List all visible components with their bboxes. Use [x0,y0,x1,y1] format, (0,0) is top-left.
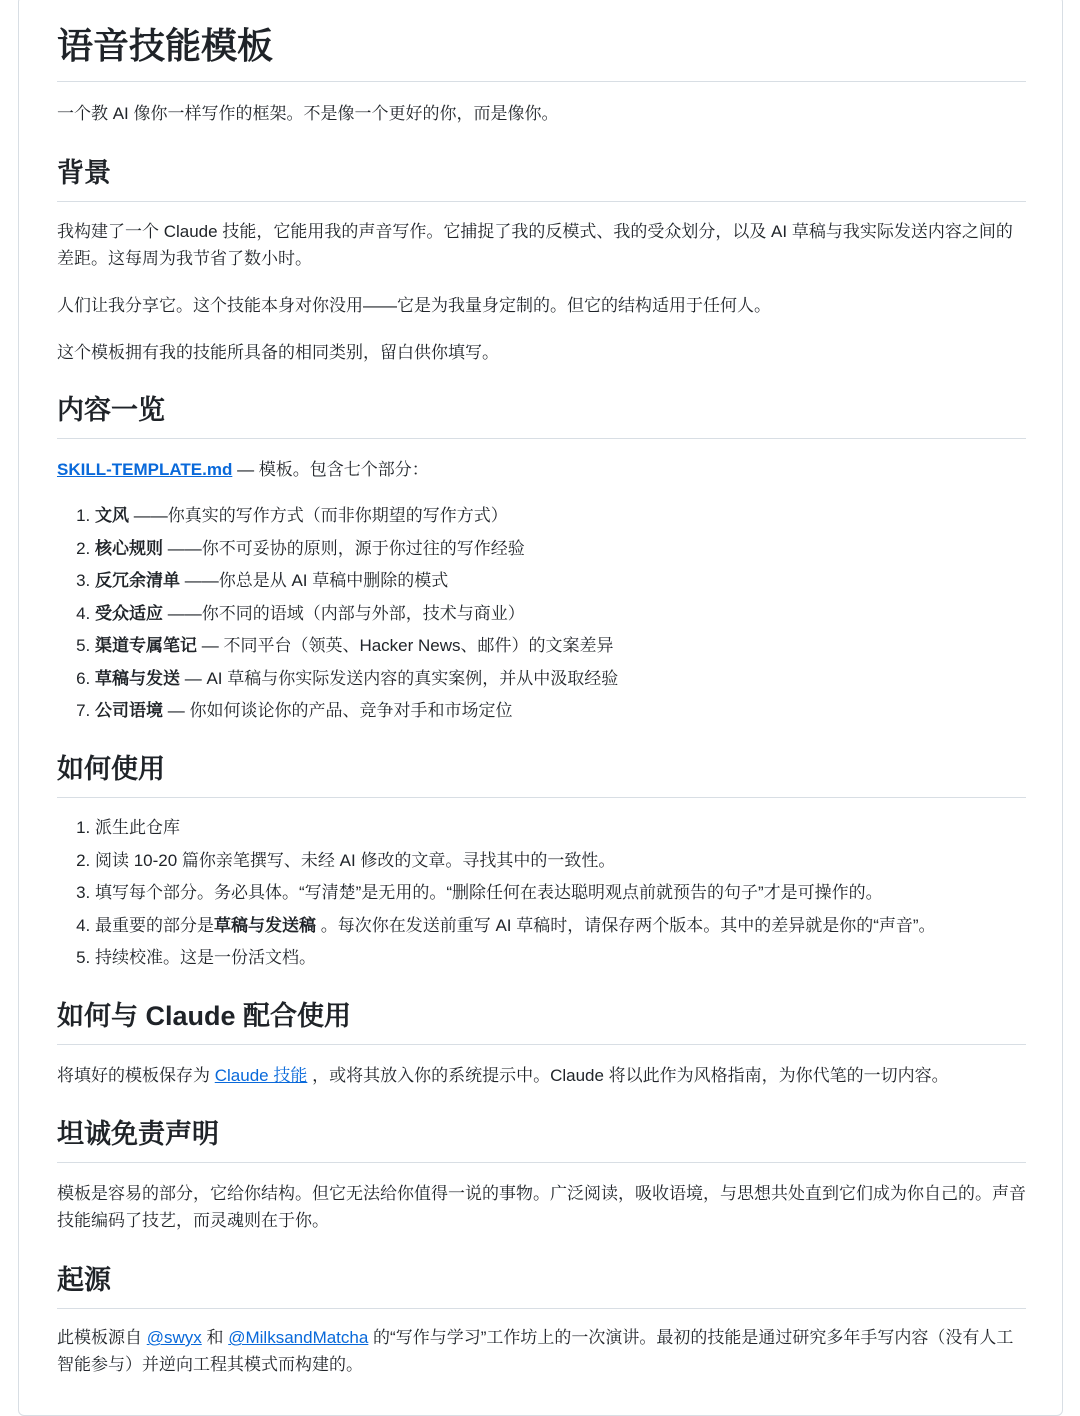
list-item: 5. 持续校准。这是一份活文档。 [95,942,1064,975]
heading-claude: 如何与 Claude 配合使用 [57,998,1026,1045]
heading-overview: 内容一览 [57,392,1026,439]
heading-origin: 起源 [57,1262,1026,1309]
claude-skill-link[interactable]: Claude 技能 [214,1066,308,1085]
list-item: 4. 受众适应 ——你不同的语域（内部与外部，技术与商业） [95,598,1064,631]
list-item: 3. 填写每个部分。务必具体。“写清楚”是无用的。“删除任何在表达聪明观点前就预告的句子”才是可操作的。 [95,877,1064,910]
readme-article [57,0,1026,1374]
overview-file-desc: — 模板。包含七个部分： [232,460,429,479]
list-item: 1. 派生此仓库 [95,812,1064,845]
milksandmatcha-link[interactable]: @MilksandMatcha [228,1328,369,1347]
list-item: 1. 文风 ——你真实的写作方式（而非你期望的写作方式） [95,500,1064,533]
heading-background: 背景 [57,155,1026,202]
heading-usage: 如何使用 [57,751,1026,798]
overview-list [57,500,1064,728]
page-title: 语音技能模板 [57,0,1026,82]
background-paragraph-2: 人们让我分享它。这个技能本身对你没用——它是为我量身定制的。但它的结构适用于任何人。 [57,296,771,315]
heading-disclaimer: 坦诚免责声明 [57,1116,1026,1163]
list-item: 2. 阅读 10-20 篇你亲笔撰写、未经 AI 修改的文章。寻找其中的一致性。 [95,845,1064,878]
list-item: 2. 核心规则 ——你不可妥协的原则，源于你过往的写作经验 [95,533,1064,566]
overview-file-line [57,456,1026,483]
background-paragraph-1: 我构建了一个 Claude 技能，它能用我的声音写作。它捕捉了我的反模式、我的受众划分，以及 AI 草稿与我实际发送内容之间的差距。这每周为我节省了数小时。 [57,222,1013,268]
list-item: 5. 渠道专属笔记 — 不同平台（领英、Hacker News、邮件）的文案差异 [95,630,1064,663]
list-item: 4. 最重要的部分是草稿与发送稿 。每次你在发送前重写 AI 草稿时，请保存两个版本。其中的差异就是你的“声音”。 [95,910,1064,943]
list-item: 7. 公司语境 — 你如何谈论你的产品、竞争对手和市场定位 [95,695,1064,728]
intro-paragraph: 一个教 AI 像你一样写作的框架。不是像一个更好的你，而是像你。 [57,104,559,123]
swyx-link[interactable]: @swyx [146,1328,202,1347]
background-paragraph-3: 这个模板拥有我的技能所具备的相同类别，留白供你填写。 [57,343,499,362]
claude-paragraph: 将填好的模板保存为 Claude 技能 ，或将其放入你的系统提示中。Claude 将以此作为风格指南，为你代笔的一切内容。 [57,1066,949,1085]
skill-template-link[interactable]: SKILL-TEMPLATE.md [57,460,233,479]
origin-paragraph: 此模板源自 @swyx 和 @MilksandMatcha 的“写作与学习”工作坊上的一次演讲。最初的技能是通过研究多年手写内容（没有人工智能参与）并逆向工程其模式而构建的。 [57,1328,1014,1374]
usage-list [57,812,1064,975]
list-item: 6. 草稿与发送 — AI 草稿与你实际发送内容的真实案例，并从中汲取经验 [95,663,1064,696]
list-item: 3. 反冗余清单 ——你总是从 AI 草稿中删除的模式 [95,565,1064,598]
disclaimer-paragraph: 模板是容易的部分，它给你结构。但它无法给你值得一说的事物。广泛阅读，吸收语境，与思想共处直到它们成为你自己的。声音技能编码了技艺，而灵魂则在于你。 [57,1184,1026,1230]
